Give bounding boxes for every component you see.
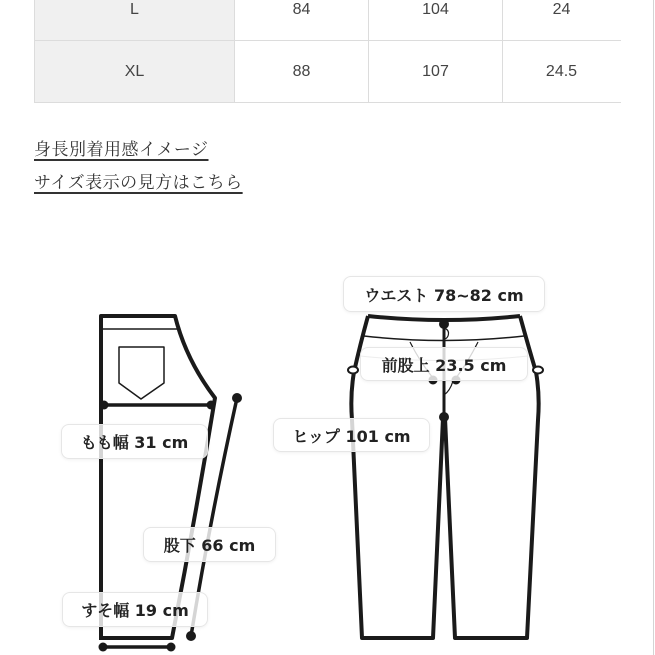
fit-by-height-link[interactable]: 身長別着用感イメージ: [34, 140, 209, 160]
size-cell: XL: [35, 41, 235, 103]
table-cell: 88: [235, 41, 369, 103]
table-cell: 104: [369, 0, 503, 41]
thigh-measurement-label: もも幅 31 cm: [61, 424, 208, 459]
table-cell: 24.5: [503, 41, 621, 103]
waist-measurement-label: ウエスト 78~82 cm: [343, 276, 545, 312]
hip-measurement-label: ヒップ 101 cm: [273, 418, 430, 452]
table-cell: 24: [503, 0, 621, 41]
hem-measurement-label: すそ幅 19 cm: [62, 592, 208, 627]
table-cell: 84: [235, 0, 369, 41]
front-rise-measurement-label: 前股上 23.5 cm: [360, 347, 528, 381]
size-guide-link[interactable]: サイズ表示の見方はこちら: [34, 173, 243, 193]
size-cell: L: [35, 0, 235, 41]
table-cell: 107: [369, 41, 503, 103]
inseam-measurement-label: 股下 66 cm: [143, 527, 276, 562]
